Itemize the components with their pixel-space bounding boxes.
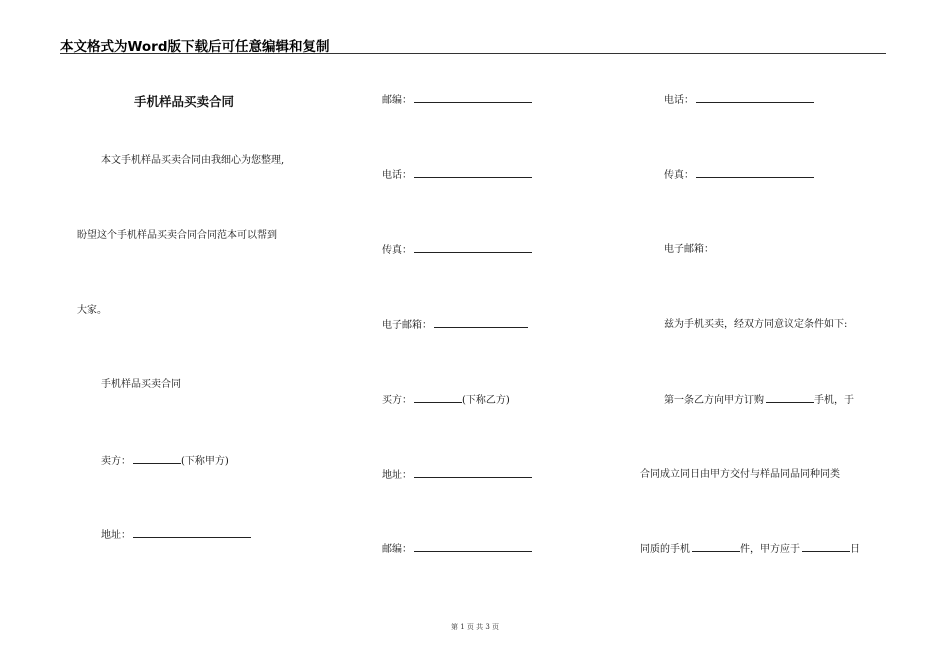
article-1-text-b: 手机，于 — [814, 395, 854, 406]
buyer-postcode-line — [382, 542, 532, 557]
article-1-text-c: 同质的手机 — [640, 544, 690, 555]
buyer-fax-blank — [696, 168, 814, 178]
seller-postcode-line — [382, 93, 532, 108]
seller-label: 卖方： — [101, 456, 131, 467]
article-1-text-e: 日 — [850, 544, 860, 555]
seller-suffix: (下称甲方) — [181, 456, 229, 467]
seller-address-line — [101, 528, 251, 543]
seller-postcode-blank — [414, 93, 532, 103]
buyer-suffix: (下称乙方) — [462, 395, 510, 406]
buyer-address-line — [382, 468, 532, 483]
article-1-blank-b — [692, 542, 740, 552]
buyer-phone-line — [664, 93, 814, 108]
seller-address-label: 地址： — [101, 530, 131, 541]
intro-line-2: 盼望这个手机样品买卖合同合同范本可以帮到 — [77, 230, 277, 241]
article-1-text-d: 件，甲方应于 — [740, 544, 800, 555]
buyer-email-line — [664, 243, 714, 257]
buyer-postcode-label: 邮编： — [382, 544, 412, 555]
article-1-line-2: 合同成立同日由甲方交付与样品同品同种同类 — [640, 469, 840, 480]
article-1-blank-a — [766, 393, 814, 403]
buyer-address-blank — [414, 468, 532, 478]
article-1-text-a: 第一条乙方向甲方订购 — [664, 395, 764, 406]
seller-address-blank — [133, 528, 251, 538]
buyer-label: 买方： — [382, 395, 412, 406]
article-1-blank-c — [802, 542, 850, 552]
contract-subtitle: 手机样品买卖合同 — [101, 379, 181, 390]
seller-email-label: 电子邮箱： — [382, 320, 432, 331]
buyer-fax-line — [664, 168, 814, 183]
header-rule — [60, 53, 886, 54]
top-banner: 本文格式为Word版下载后可任意编辑和复制 — [60, 39, 330, 55]
seller-blank — [133, 454, 181, 464]
buyer-phone-blank — [696, 93, 814, 103]
seller-phone-label: 电话： — [382, 170, 412, 181]
intro-line-3: 大家。 — [77, 305, 107, 316]
article-1-line-1 — [664, 393, 854, 408]
buyer-address-label: 地址： — [382, 470, 412, 481]
buyer-postcode-blank — [414, 542, 532, 552]
buyer-line — [382, 393, 510, 408]
seller-phone-line — [382, 168, 532, 183]
seller-email-blank — [434, 318, 528, 328]
document-title: 手机样品买卖合同 — [134, 94, 235, 109]
page-footer: 第 1 页 共 3 页 — [450, 623, 500, 631]
seller-phone-blank — [414, 168, 532, 178]
seller-line — [101, 454, 229, 469]
buyer-fax-label: 传真： — [664, 170, 694, 181]
seller-fax-label: 传真： — [382, 245, 412, 256]
article-1-line-3 — [640, 542, 860, 557]
seller-fax-blank — [414, 243, 532, 253]
seller-fax-line — [382, 243, 532, 258]
buyer-blank — [414, 393, 462, 403]
buyer-phone-label: 电话： — [664, 95, 694, 106]
seller-postcode-label: 邮编： — [382, 95, 412, 106]
buyer-email-label: 电子邮箱： — [664, 244, 714, 255]
intro-line-1: 本文手机样品买卖合同由我细心为您整理, — [101, 155, 285, 166]
preamble-line: 兹为手机买卖，经双方同意议定条件如下: — [664, 319, 848, 330]
seller-email-line — [382, 318, 528, 333]
